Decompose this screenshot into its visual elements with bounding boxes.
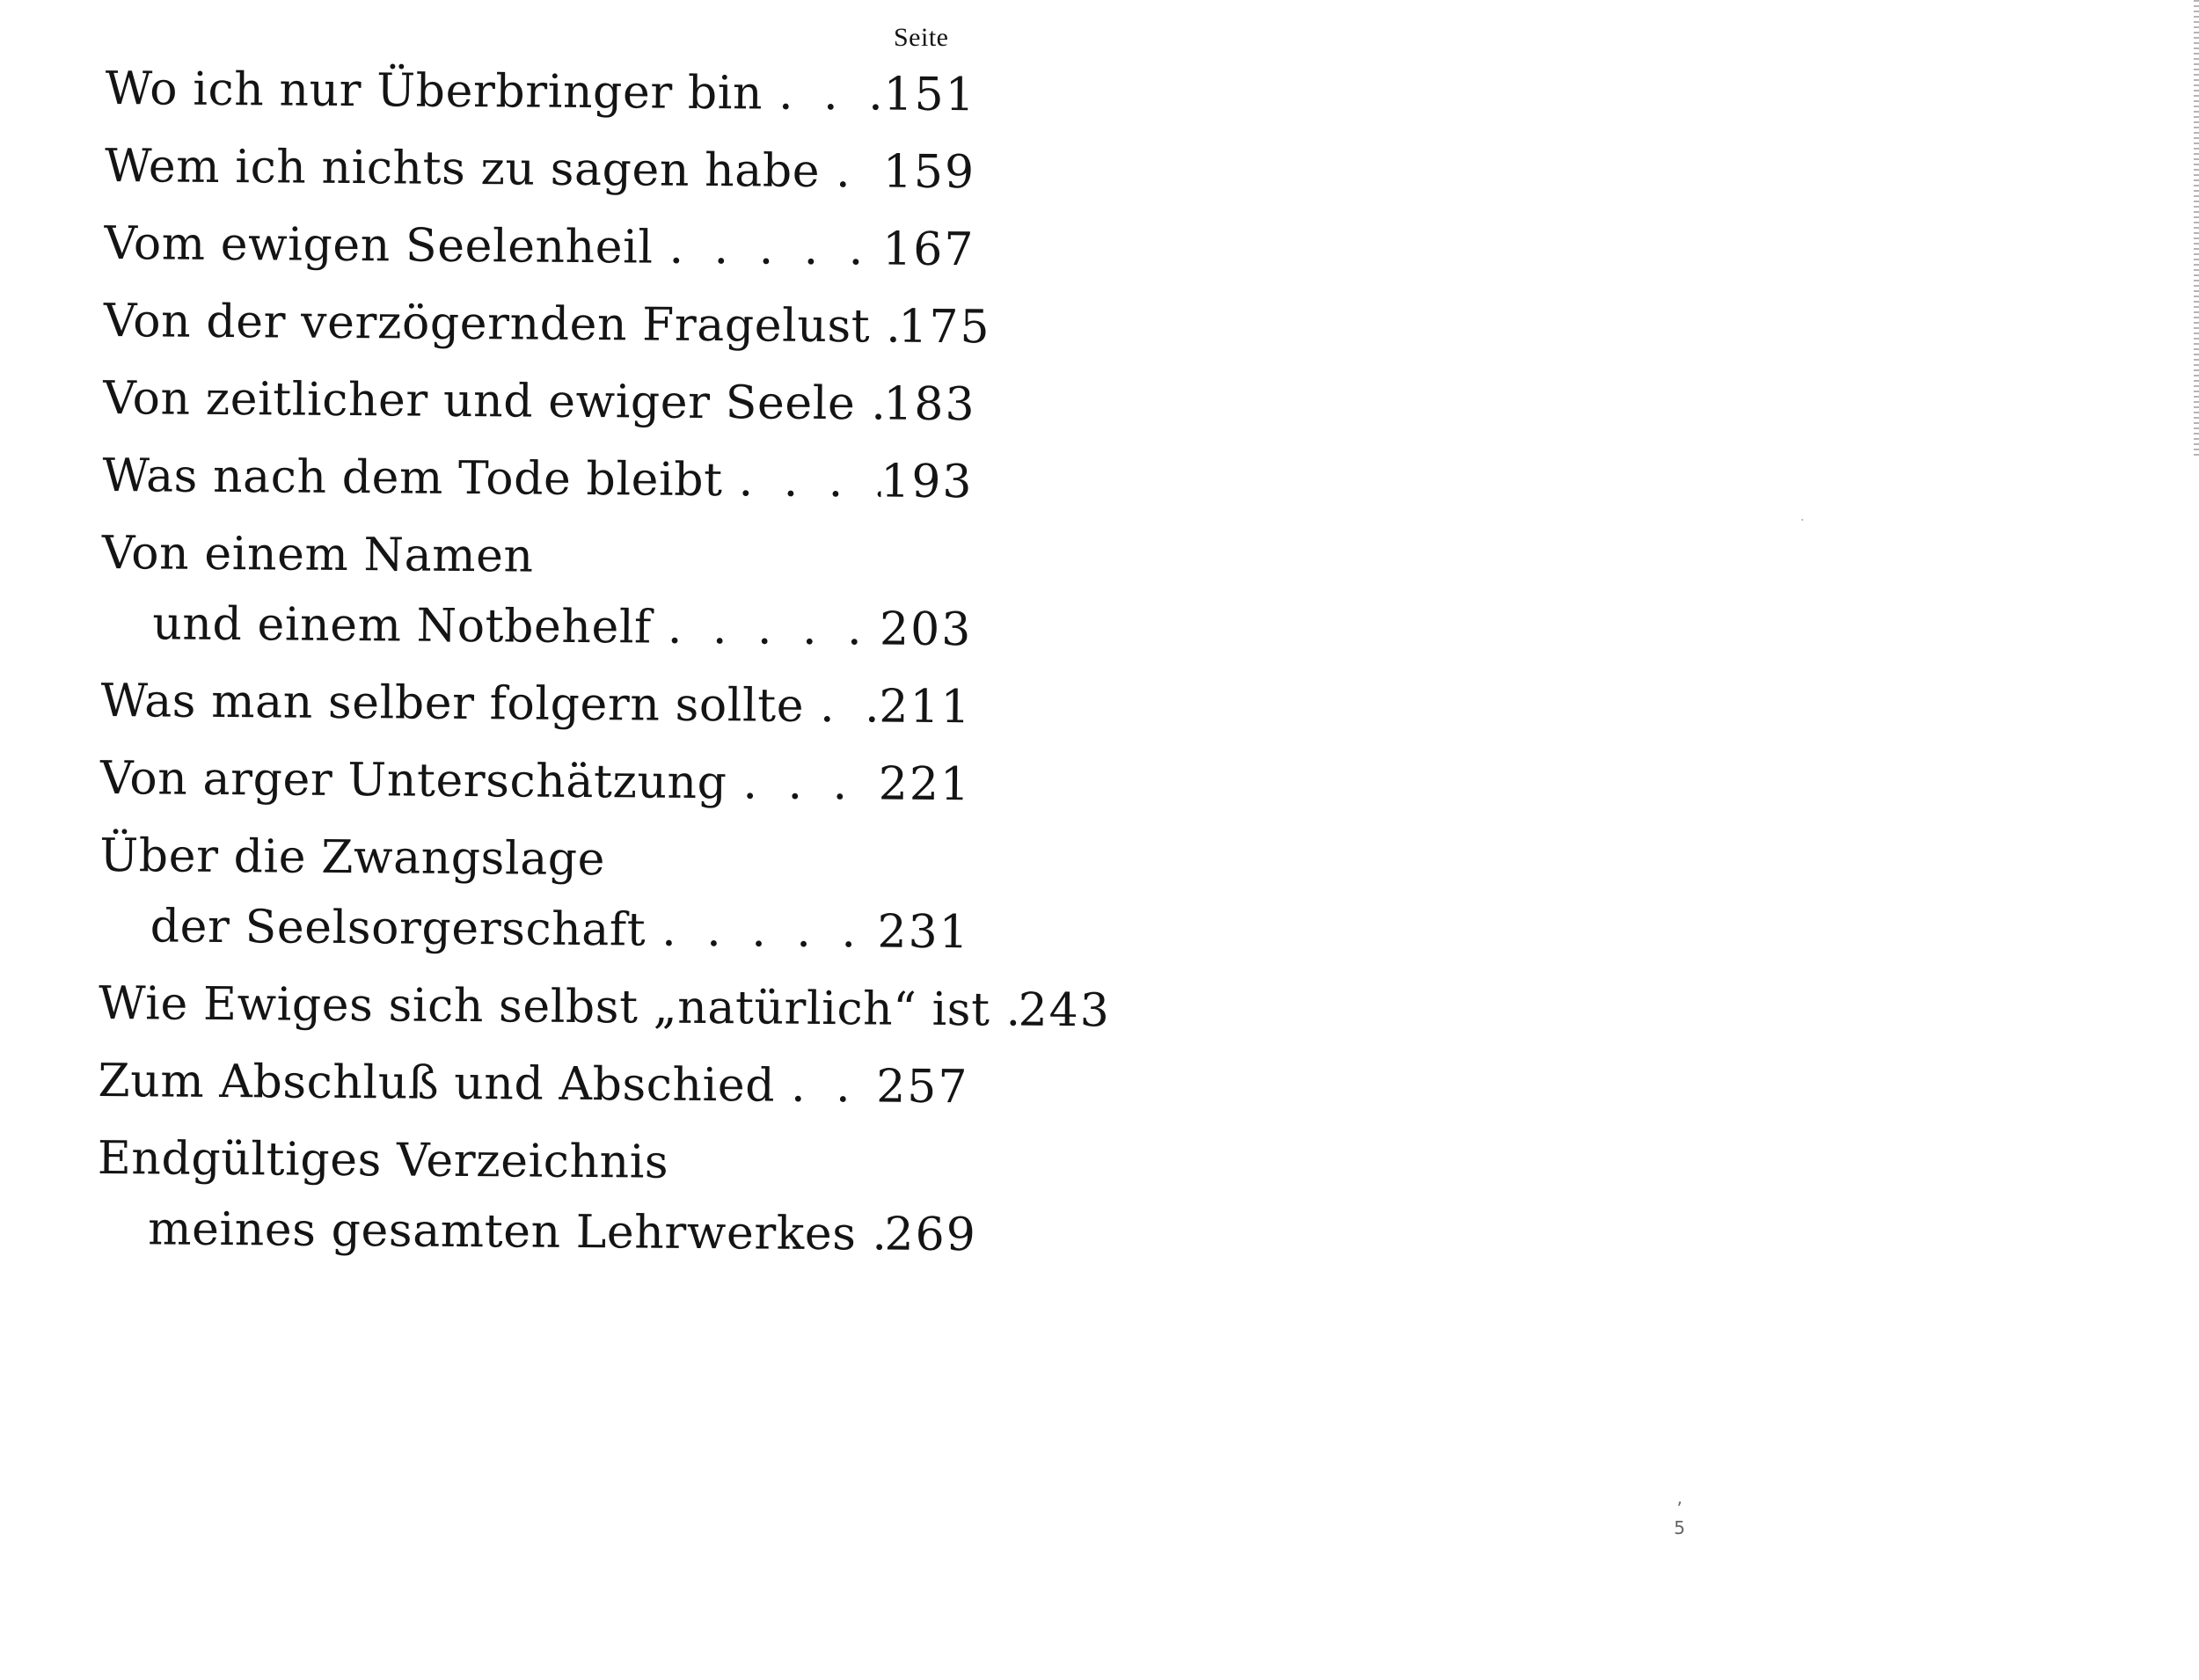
- toc-page-number: 167: [881, 223, 975, 277]
- toc-line: [102, 449, 973, 509]
- toc-line: [98, 1131, 968, 1192]
- dot-leader: [990, 982, 1018, 1037]
- toc-entry-title: meines gesamten Lehrwerkes: [148, 1202, 857, 1261]
- dot-leader: [775, 1059, 877, 1114]
- dot-leader: [722, 453, 880, 508]
- toc-page-number: 221: [878, 757, 972, 812]
- toc-entry-title: und einem Notbehelf: [152, 597, 653, 654]
- dot-leader: [646, 903, 878, 960]
- toc-page-number: 203: [879, 603, 973, 657]
- toc-line: [98, 1054, 968, 1114]
- page-column-header: Seite: [894, 23, 949, 52]
- margin-mark: [1674, 1499, 1685, 1538]
- toc-entry-title: Wem ich nichts zu sagen habe: [104, 139, 821, 198]
- paper-speck: [1801, 519, 1803, 521]
- dot-leader: [856, 1207, 884, 1261]
- toc-line: [105, 139, 975, 200]
- toc-entry-title: Von der verzögernden Fragelust: [103, 294, 871, 354]
- toc-line: [99, 829, 970, 889]
- toc-entry: [100, 751, 971, 812]
- toc-line: [98, 976, 1112, 1038]
- toc-page-number: 231: [877, 905, 970, 960]
- toc-entry-title: Von arger Unterschätzung: [99, 751, 727, 810]
- toc-entry-title: Endgültiges Verzeichnis: [97, 1131, 669, 1189]
- toc-entry-title: Zum Abschluß und Abschied: [98, 1054, 776, 1113]
- toc-page-number: 159: [882, 145, 976, 200]
- toc-line: [100, 751, 971, 812]
- dot-leader: [820, 144, 883, 200]
- toc-page-number: 243: [1018, 983, 1112, 1038]
- margin-mark-top: ʼ: [1677, 1498, 1683, 1519]
- dot-leader: [763, 66, 884, 121]
- toc-entry-title: Wie Ewiges sich selbst „natürlich“ ist: [98, 976, 990, 1037]
- dot-leader: [855, 376, 883, 431]
- toc-entry: [103, 294, 991, 354]
- toc-page-number: 211: [879, 680, 972, 734]
- toc-line: [102, 526, 973, 587]
- margin-mark-bottom: 5: [1674, 1517, 1685, 1538]
- toc-entry: [101, 526, 973, 657]
- toc-entry: [98, 1054, 968, 1114]
- toc-entry-title: Vom ewigen Seelenheil: [104, 216, 654, 274]
- toc-entry-title: der Seelsorgerschaft: [150, 900, 647, 957]
- toc-line: [103, 371, 974, 432]
- toc-entry-title: Wo ich nur Überbringer bin: [105, 62, 763, 121]
- dot-leader: [652, 601, 880, 657]
- toc-entry-title: Von zeitlicher und ewiger Seele: [102, 371, 856, 431]
- toc-entry: [105, 139, 975, 200]
- dot-leader: [804, 679, 880, 734]
- toc-entry: [99, 829, 971, 960]
- dot-leader: [727, 756, 879, 811]
- toc-page-number: 175: [898, 300, 991, 354]
- dot-leader: [653, 221, 882, 277]
- toc-page-number: 269: [884, 1208, 978, 1262]
- toc-entry-title: Was man selber folgern sollte: [100, 674, 805, 733]
- toc-entry: [97, 1131, 978, 1262]
- dot-leader: [870, 299, 898, 354]
- toc-entry: [98, 976, 1112, 1038]
- toc-entry: [103, 371, 974, 432]
- toc-entry-title: Von einem Namen: [101, 526, 534, 583]
- toc-page-number: 257: [875, 1060, 969, 1114]
- toc-page-number: 193: [880, 455, 974, 509]
- toc-line: [101, 596, 972, 657]
- toc-line: [100, 674, 971, 734]
- toc-page-number: 151: [883, 68, 976, 122]
- toc-entry: [104, 216, 975, 277]
- toc-page-number: 183: [883, 377, 976, 432]
- toc-entry: [100, 674, 971, 734]
- toc-line: [99, 899, 970, 960]
- toc-entry: [102, 449, 973, 509]
- toc-entry-title: Über die Zwangslage: [99, 829, 606, 887]
- table-of-contents: [97, 62, 1112, 1285]
- toc-line: [97, 1202, 978, 1262]
- toc-line: [106, 62, 976, 122]
- page-edge-marks: [2194, 0, 2199, 457]
- toc-line: [103, 294, 991, 354]
- toc-entry-title: Was nach dem Tode bleibt: [102, 449, 723, 508]
- toc-entry: [106, 62, 976, 122]
- toc-line: [104, 216, 975, 277]
